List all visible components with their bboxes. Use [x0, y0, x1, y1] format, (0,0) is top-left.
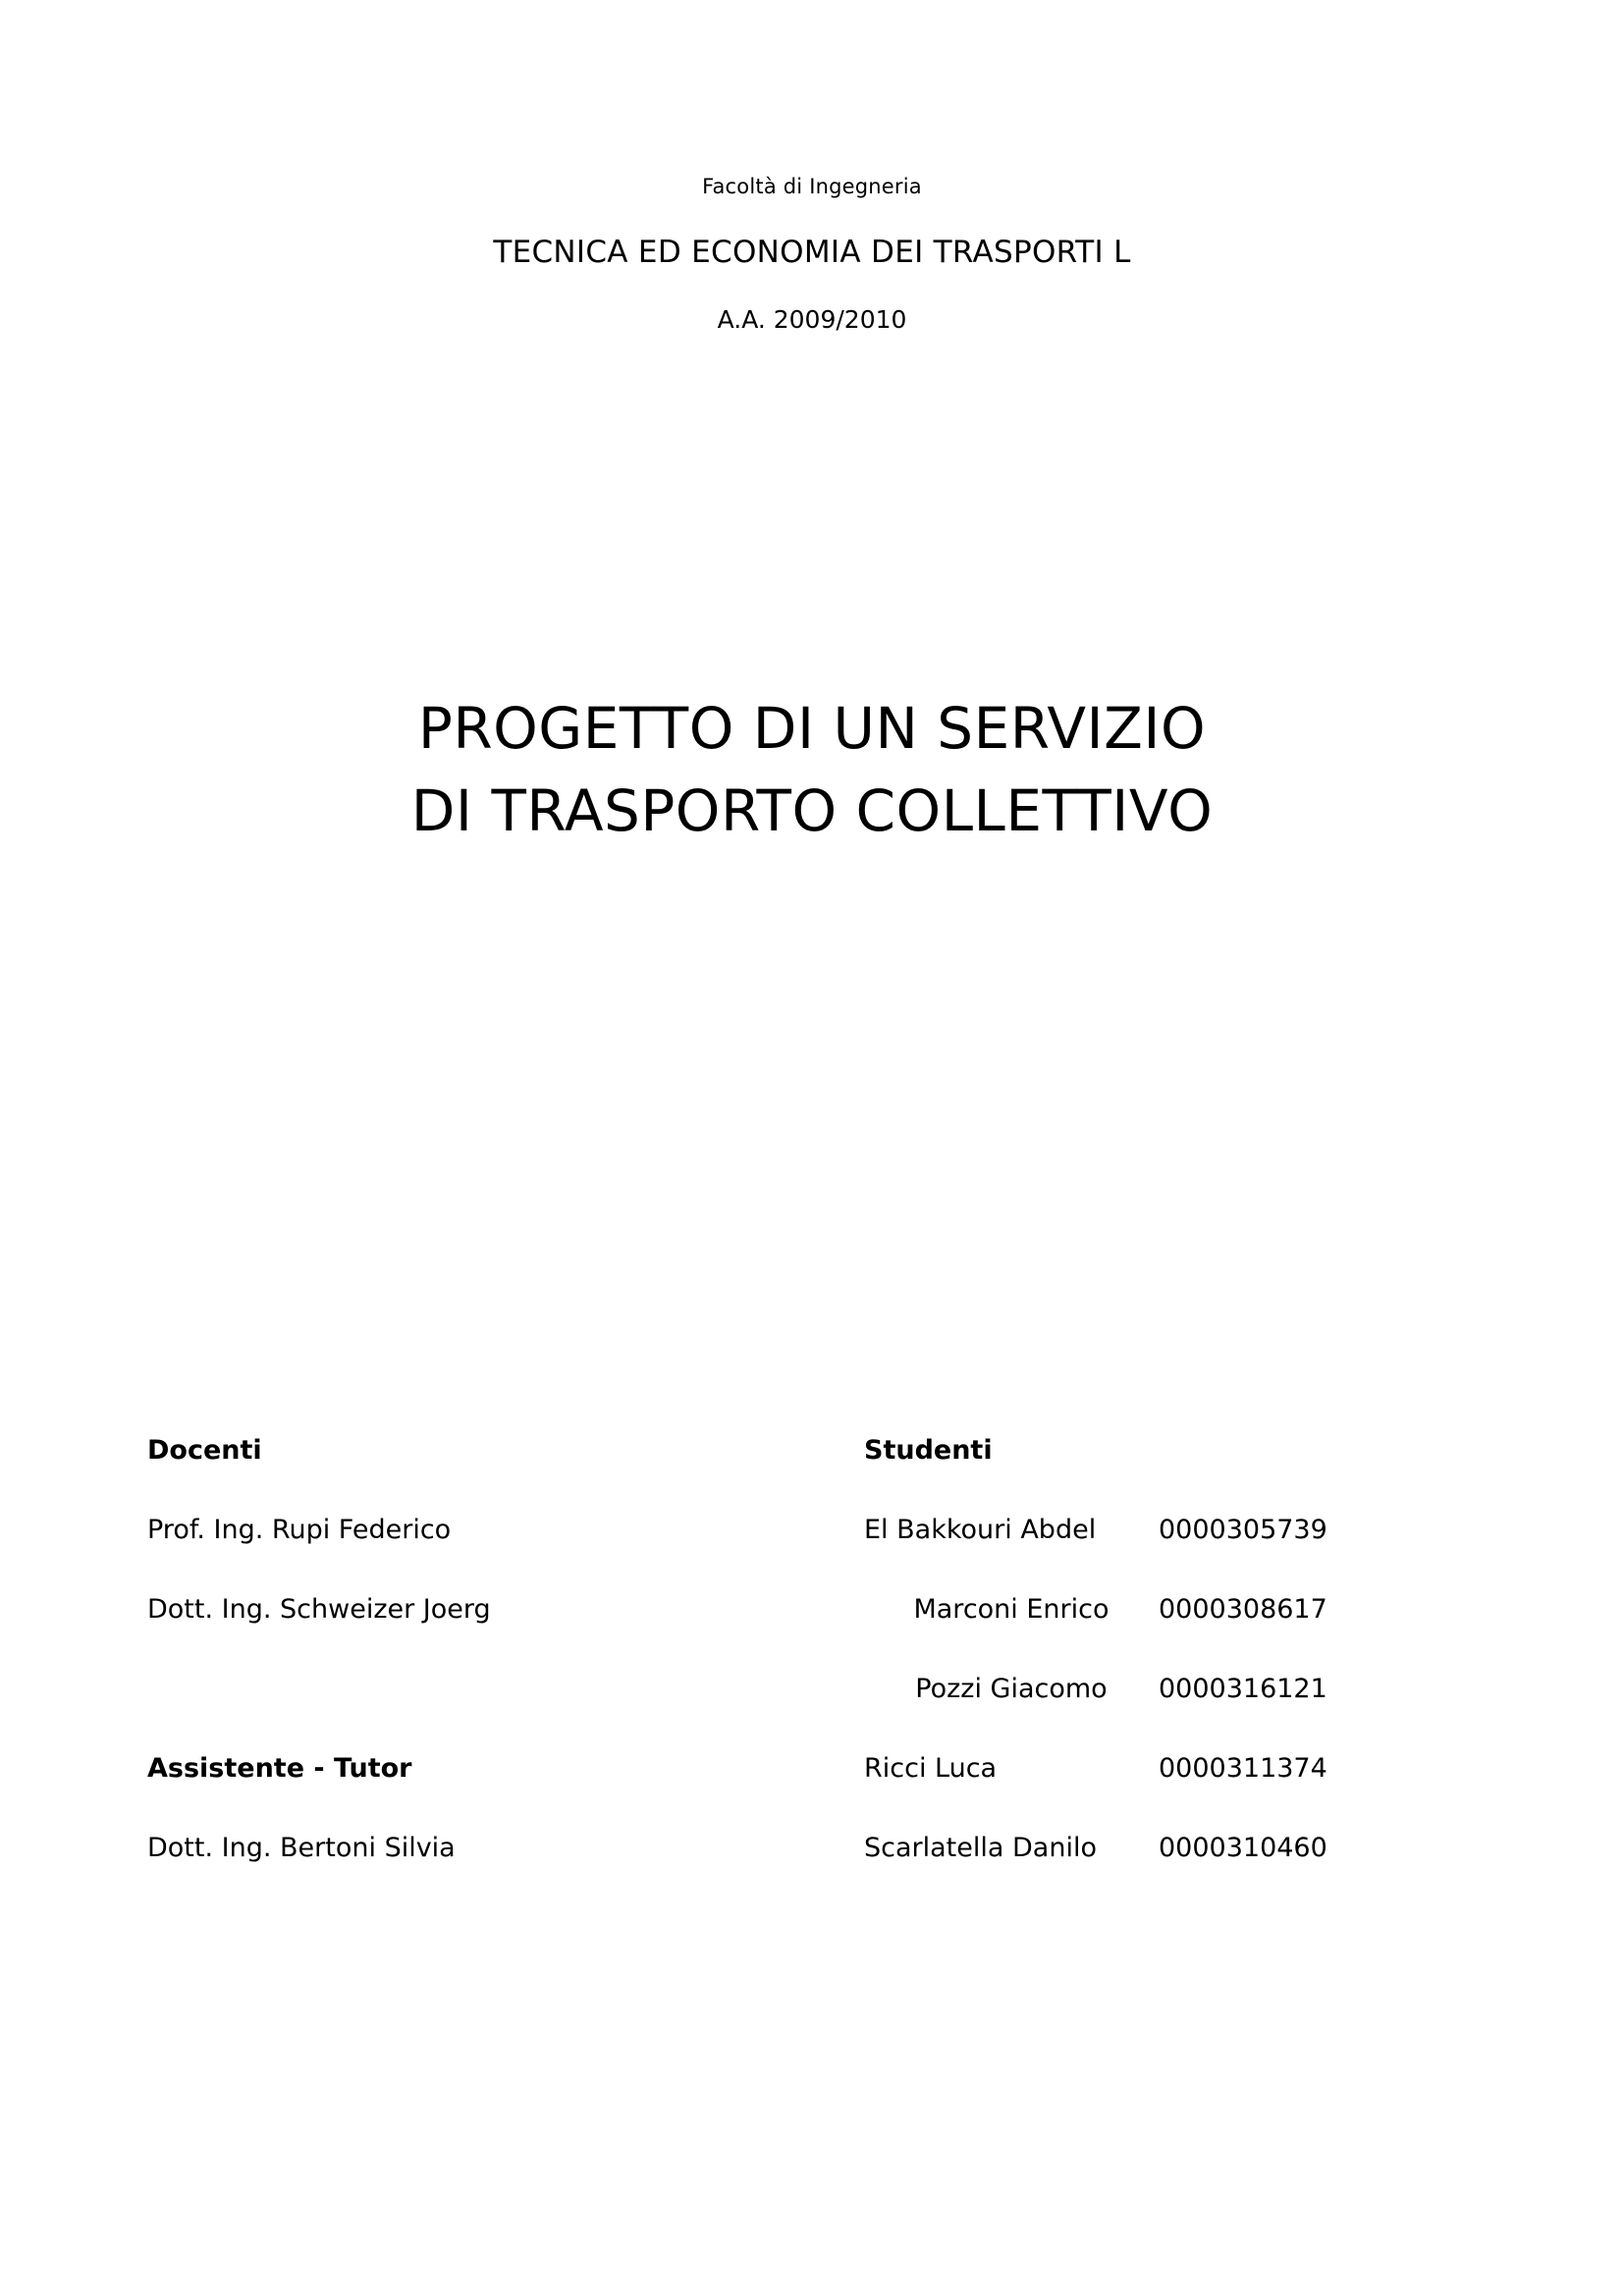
people-section: [147, 1435, 1483, 1912]
teacher-name-2: Dott. Ing. Schweizer Joerg: [147, 1594, 491, 1625]
student-id-3: 0000316121: [1159, 1674, 1327, 1704]
people-row: [147, 1515, 1483, 1594]
student-name-2: Marconi Enrico: [913, 1594, 1110, 1625]
student-name-1: El Bakkouri Abdel: [864, 1515, 1097, 1545]
tutor-heading: Assistente - Tutor: [147, 1753, 412, 1784]
faculty-name: Facoltà di Ingegneria: [702, 175, 922, 198]
people-row: [147, 1753, 1483, 1833]
teachers-heading: Docenti: [147, 1435, 262, 1466]
student-id-1: 0000305739: [1159, 1515, 1327, 1545]
tutor-name-1: Dott. Ing. Bertoni Silvia: [147, 1833, 456, 1863]
students-heading: Studenti: [864, 1435, 993, 1466]
student-name-3: Pozzi Giacomo: [915, 1674, 1108, 1704]
academic-year: A.A. 2009/2010: [717, 305, 907, 335]
student-id-2: 0000308617: [1159, 1594, 1327, 1625]
page-title: [0, 687, 1624, 852]
document-header: [0, 175, 1624, 335]
course-title: TECNICA ED ECONOMIA DEI TRASPORTI L: [493, 235, 1131, 271]
student-id-5: 0000310460: [1159, 1833, 1327, 1863]
student-name-5: Scarlatella Danilo: [864, 1833, 1097, 1863]
page-title-line-2: DI TRASPORTO COLLETTIVO: [410, 777, 1214, 845]
page-title-line-1: PROGETTO DI UN SERVIZIO: [417, 695, 1207, 762]
people-heading-row: [147, 1435, 1483, 1515]
student-name-4: Ricci Luca: [864, 1753, 998, 1784]
people-row: [147, 1674, 1483, 1753]
teacher-name-1: Prof. Ing. Rupi Federico: [147, 1515, 452, 1545]
people-row: [147, 1594, 1483, 1674]
people-row: [147, 1833, 1483, 1912]
student-id-4: 0000311374: [1159, 1753, 1327, 1784]
